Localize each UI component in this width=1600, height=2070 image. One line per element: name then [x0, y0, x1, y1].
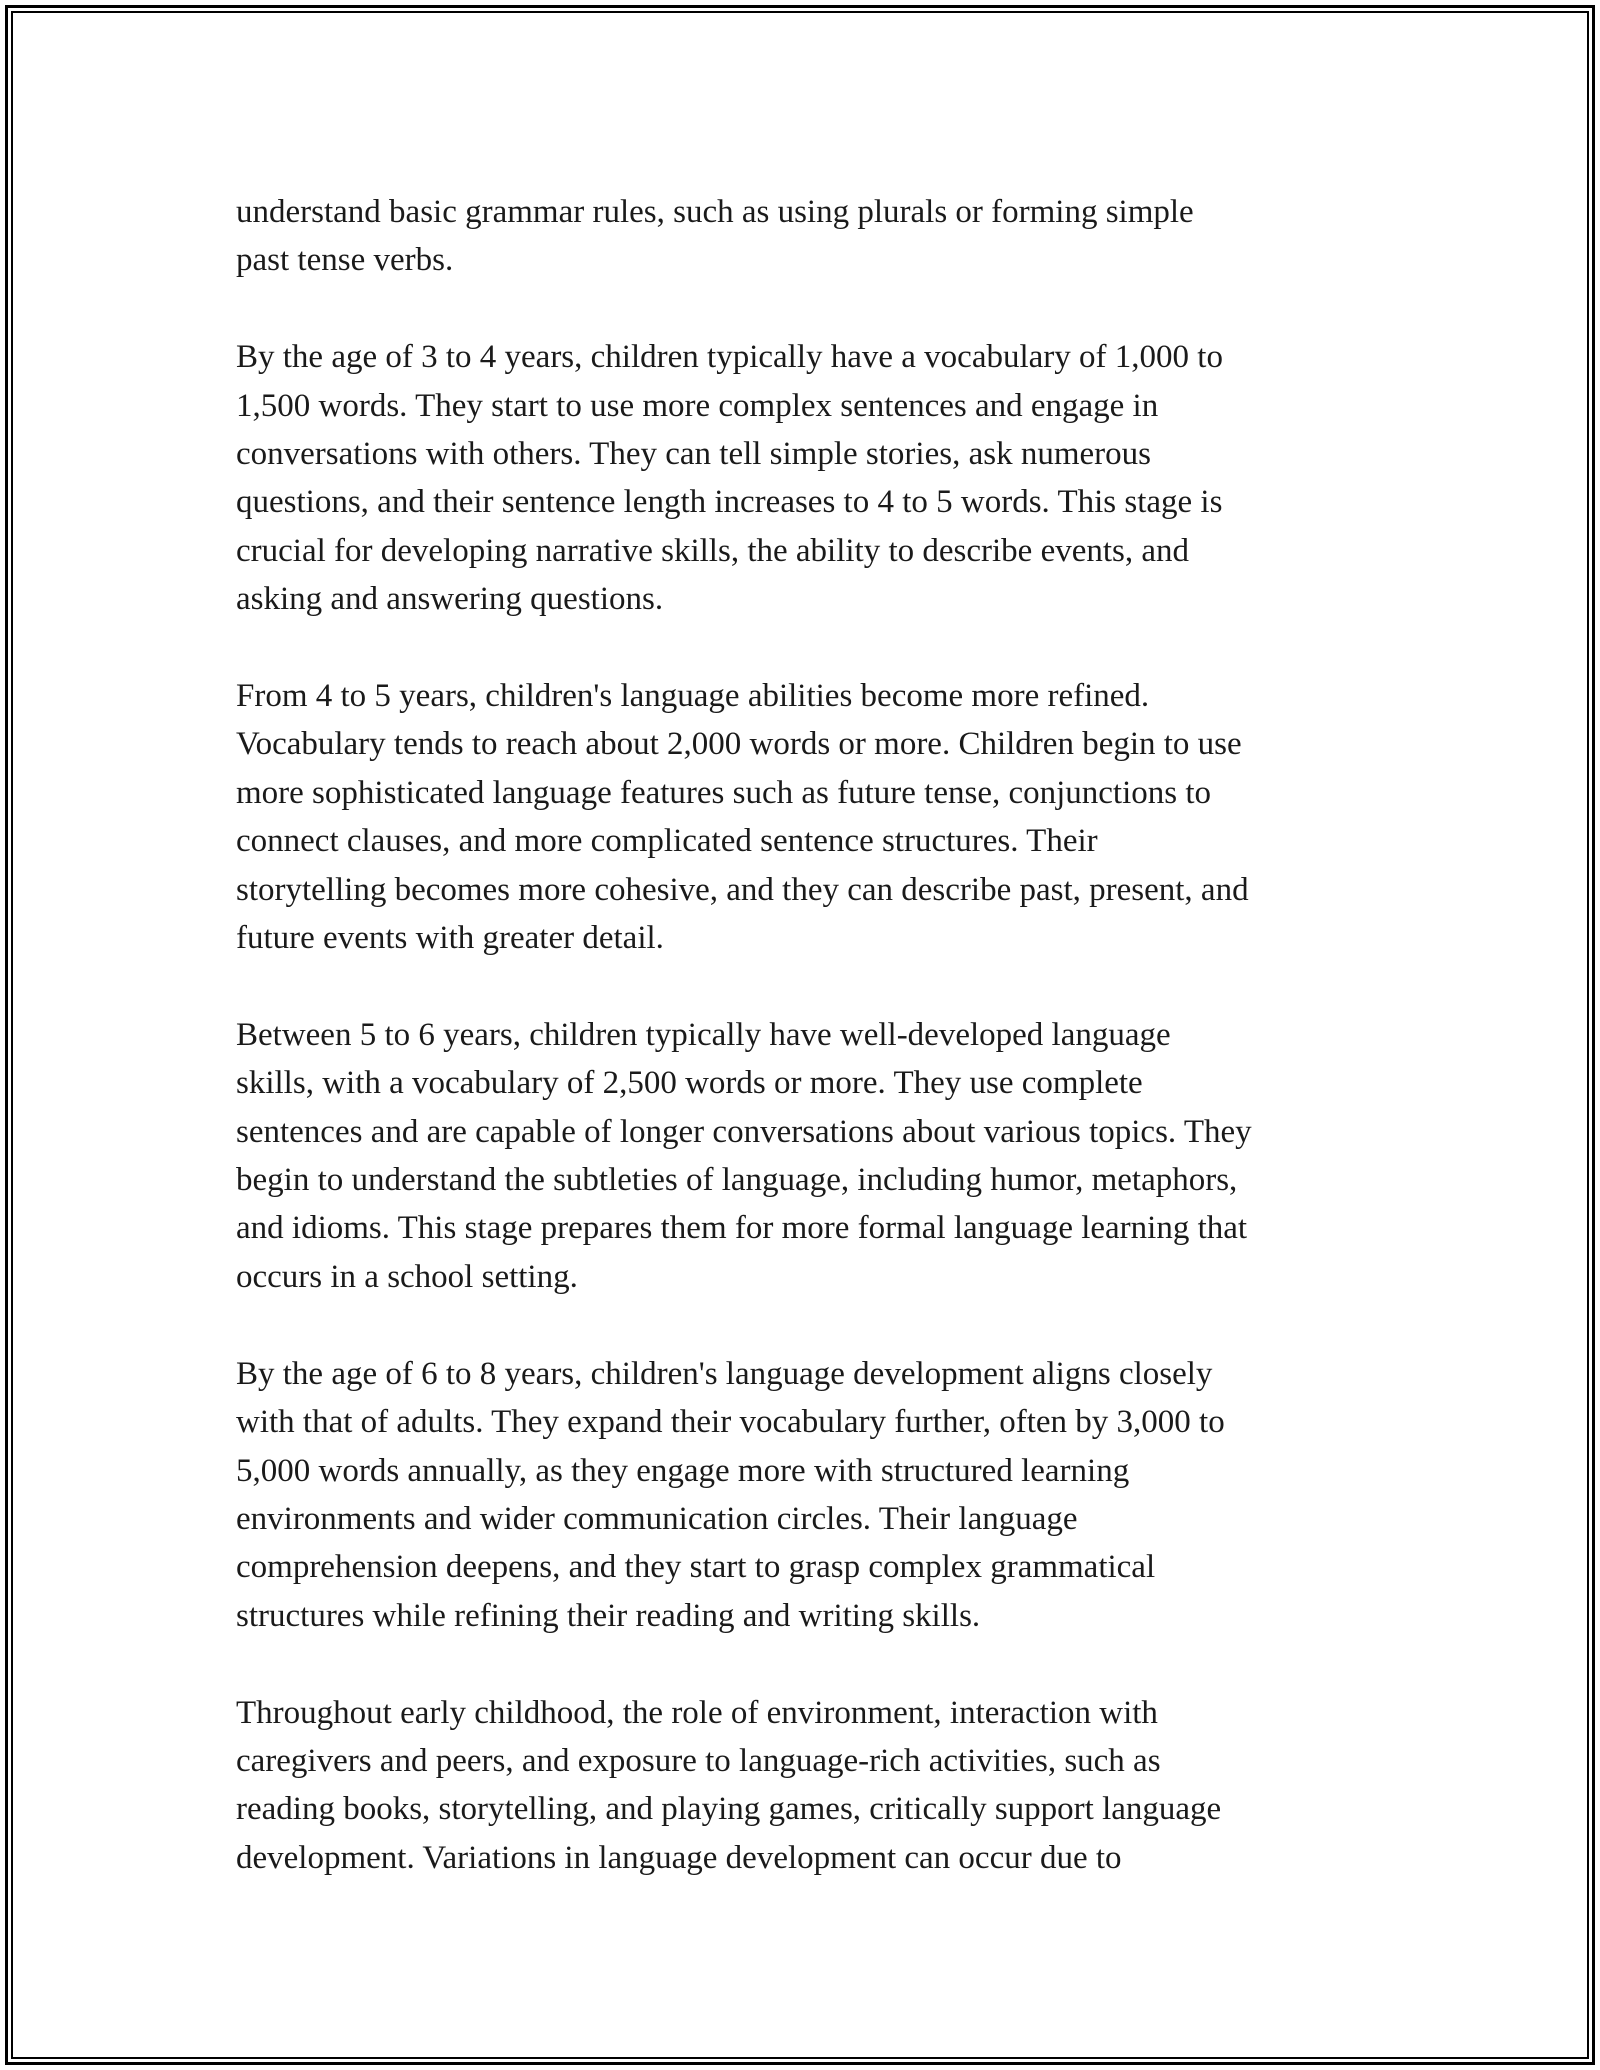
paragraph-age-3-to-4: By the age of 3 to 4 years, children typically have a vocabulary of 1,000 to 1,500 words. They start to use more complex sentences and engage in conversations with others. They can tell simple stories, ask numerous questions, and their sentence length increases to 4 to 5 words. This stage is crucial for developing narrative skills, the ability to describe events, and asking and answering questions. [236, 339, 1223, 618]
paragraph-age-4-to-5: From 4 to 5 years, children's language abilities become more refined. Vocabulary tends to reach about 2,000 words or more. Children begin to use more sophisticated language features such as future tense, conjunctions to connect clauses, and more complicated sentence structures. Their storytelling becomes more cohesive, and they can describe past, present, and future events with greater detail. [236, 678, 1249, 957]
paragraph-early-childhood-environment: Throughout early childhood, the role of environment, interaction with caregivers and peers, and exposure to language-rich activities, such as reading books, storytelling, and playing games, critically support language development. Variations in language development can occur due to [236, 1694, 1222, 1876]
document-body [236, 188, 1378, 1882]
paragraph-age-5-to-6: Between 5 to 6 years, children typically have well-developed language skills, with a vocabulary of 2,500 words or more. They use complete sentences and are capable of longer conversations about various topics. They begin to understand the subtleties of language, including humor, metaphors, and idioms. This stage prepares them for more formal language learning that occurs in a school setting. [236, 1016, 1252, 1295]
paragraph-grammar-continuation: understand basic grammar rules, such as using plurals or forming simple past tense verbs. [236, 194, 1194, 279]
paragraph-age-6-to-8: By the age of 6 to 8 years, children's language development aligns closely with that of adults. They expand their vocabulary further, often by 3,000 to 5,000 words annually, as they engage more with structured learning environments and wider communication circles. Their language comprehension deepens, and they start to grasp complex grammatical structures while refining their reading and writing skills. [236, 1355, 1225, 1634]
